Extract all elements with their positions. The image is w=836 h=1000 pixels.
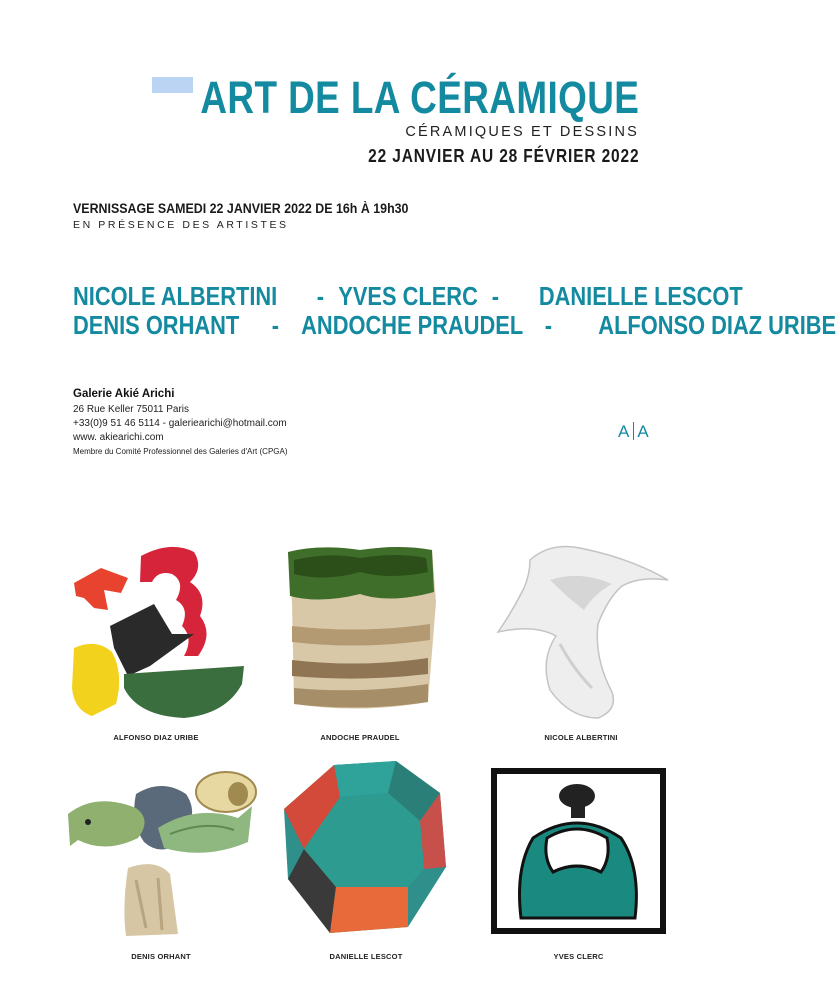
artists-line-2 [73, 310, 836, 340]
artwork-fish-sculpture-icon [66, 758, 256, 938]
logo-letter-left: A [618, 422, 631, 441]
artwork-white-porcelain-form-icon [490, 540, 672, 720]
gallery-contact: +33(0)9 51 46 5114 - galeriearichi@hotmail.com [73, 418, 287, 429]
exhibition-title: ART DE LA CÉRAMIQUE [200, 72, 639, 123]
logo-letter-right: A [637, 422, 650, 441]
artwork-polyhedron-sculpture-icon [280, 757, 452, 939]
artwork-ceramic-vessel-icon [280, 542, 440, 714]
artwork-caption: DENIS ORHANT [131, 952, 191, 961]
gallery-address: 26 Rue Keller 75011 Paris [73, 404, 189, 415]
artist-name: DANIELLE LESCOT [538, 281, 743, 311]
artist-name: YVES CLERC [338, 281, 478, 311]
presence-note: EN PRÉSENCE DES ARTISTES [73, 219, 289, 231]
artwork-abstract-sculpture-icon [66, 538, 246, 723]
gallery-membership: Membre du Comité Professionnel des Galeries d'Art (CPGA) [73, 447, 288, 456]
separator: - [544, 310, 552, 340]
artwork-caption: YVES CLERC [553, 952, 604, 961]
artwork-caption: ALFONSO DIAZ URIBE [113, 733, 199, 742]
gallery-website[interactable]: www. akiearichi.com [73, 432, 164, 443]
exhibition-dates: 22 JANVIER AU 28 FÉVRIER 2022 [367, 146, 639, 166]
gallery-info [73, 387, 288, 459]
artist-name: ANDOCHE PRAUDEL [300, 310, 523, 340]
artist-name: ALFONSO DIAZ URIBE [597, 310, 836, 340]
artwork-caption: DANIELLE LESCOT [329, 952, 403, 961]
artwork-caption: NICOLE ALBERTINI [544, 733, 618, 742]
decorative-rectangle [152, 77, 193, 93]
artist-name: DENIS ORHANT [73, 310, 240, 340]
logo-divider [633, 422, 634, 440]
separator: - [316, 281, 325, 311]
gallery-logo [618, 422, 650, 442]
separator: - [491, 281, 499, 311]
separator: - [271, 310, 279, 340]
artwork-caption: ANDOCHE PRAUDEL [320, 733, 400, 742]
exhibition-subtitle: CÉRAMIQUES ET DESSINS [405, 124, 639, 140]
artwork-ceramic-tile-drawing-icon [491, 768, 666, 934]
gallery-name: Galerie Akié Arichi [73, 388, 175, 400]
artist-name: NICOLE ALBERTINI [73, 281, 278, 311]
artists-line-1 [73, 281, 743, 311]
vernissage-info: VERNISSAGE SAMEDI 22 JANVIER 2022 DE 16h À 19h30 [73, 201, 409, 216]
